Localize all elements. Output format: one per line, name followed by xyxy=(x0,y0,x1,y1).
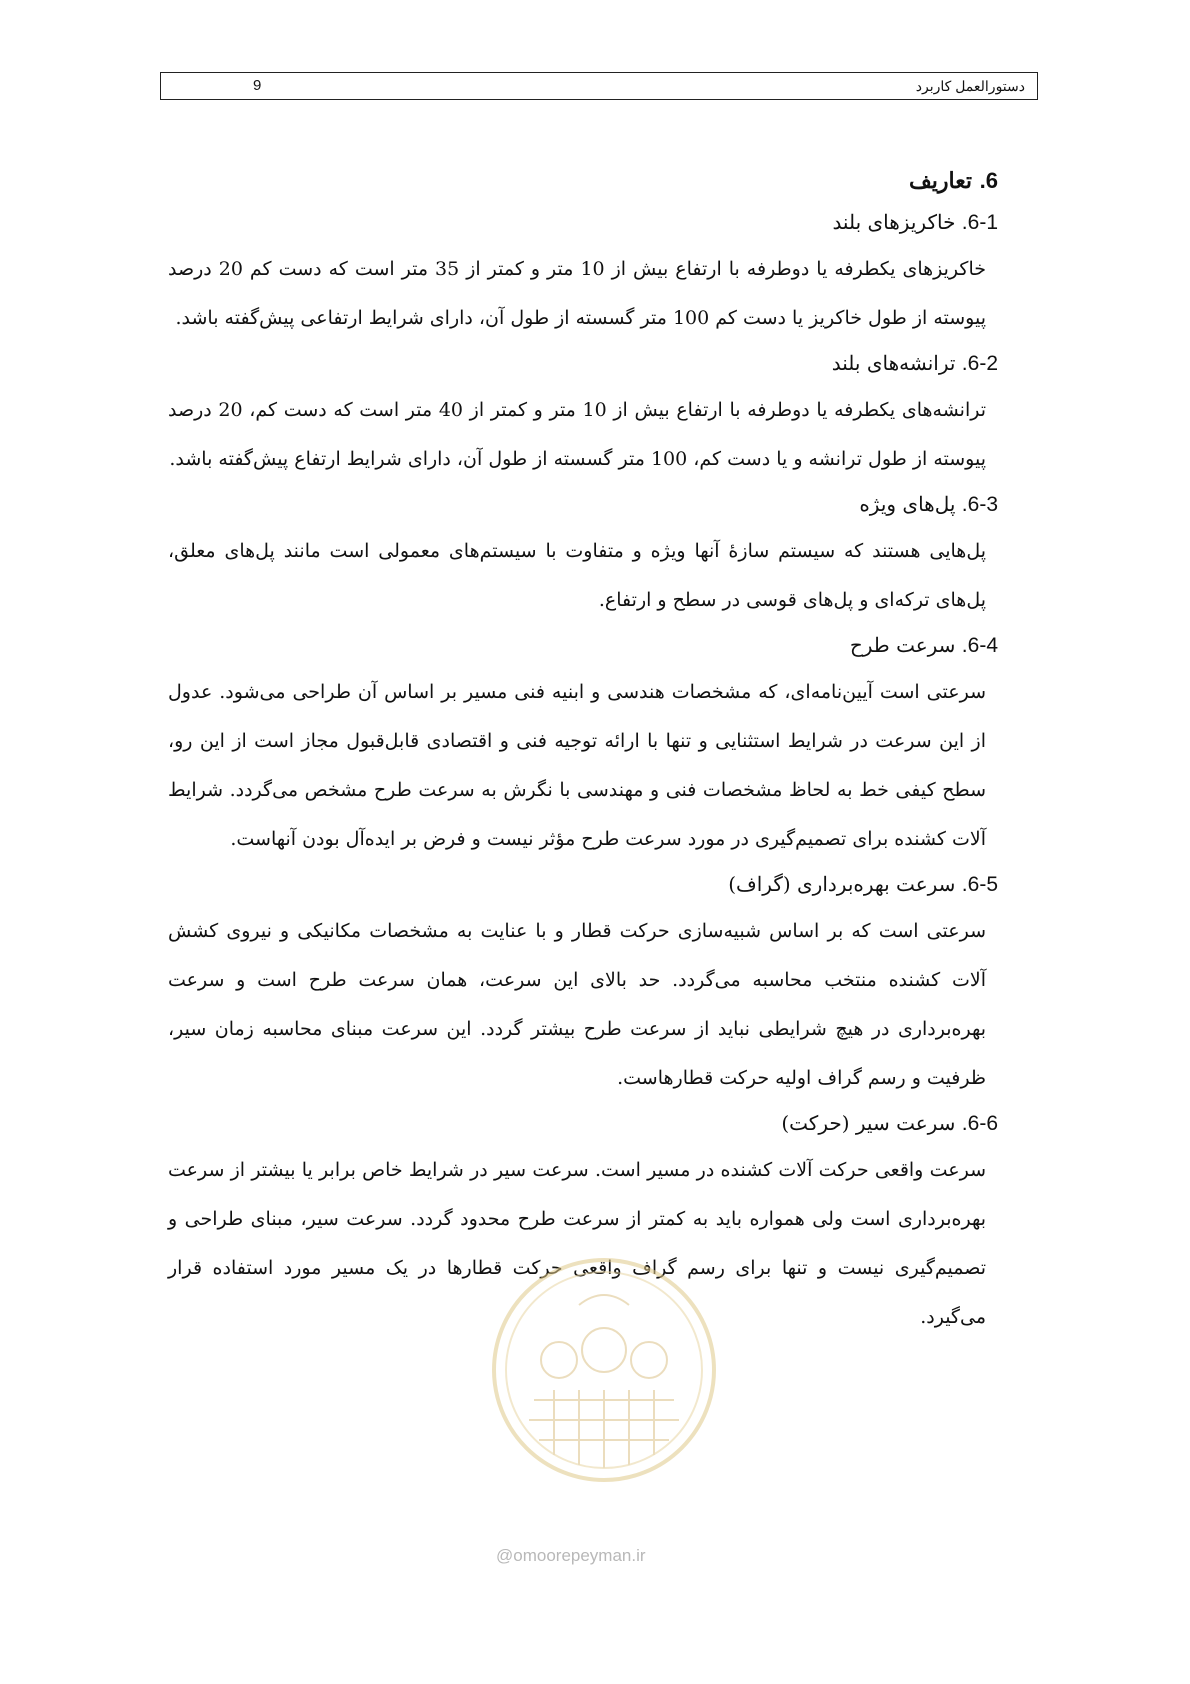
page-number: 9 xyxy=(253,77,262,94)
definition-title: سرعت سیر (حرکت) xyxy=(781,1111,956,1135)
definition-body: ترانشه‌های یکطرفه یا دوطرفه با ارتفاع بیش از 10 متر و کمتر از 40 متر است که دست کم، 20 درصد پیوسته از طول ترانشه و یا دست کم، 100 متر گسسته از طول آن، دارای شرایط ارتفاع پیش‌گفته باشد. xyxy=(168,399,986,470)
definition-body: پل‌هایی هستند که سیستم سازهٔ آنها ویژه و متفاوت با سیستم‌های معمولی است مانند پل‌های معلق، پل‌های ترکه‌ای و پل‌های قوسی در سطح و ارتفاع. xyxy=(168,540,986,611)
definition-heading xyxy=(168,629,998,662)
definition-number: 6-4. xyxy=(961,634,998,657)
definition-6-1 xyxy=(168,206,998,343)
page-header xyxy=(160,72,1038,100)
definition-title: سرعت بهره‌برداری (گراف) xyxy=(728,872,956,896)
section-title xyxy=(168,168,998,194)
definition-heading xyxy=(168,868,998,901)
definition-body: سرعت واقعی حرکت آلات کشنده در مسیر است. سرعت سیر در شرایط خاص برابر یا بیشتر از سرعت بهره‌برداری است ولی همواره باید به کمتر از سرعت طرح محدود گردد. سرعت سیر، مبنای طراحی و تصمیم‌گیری نیست و تنها برای رسم گراف واقعی حرکت قطارها در یک مسیر مورد استفاده قرار می‌گیرد. xyxy=(168,1159,986,1328)
definition-body: خاکریزهای یکطرفه یا دوطرفه با ارتفاع بیش از 10 متر و کمتر از 35 متر است که دست کم 20 درصد پیوسته از طول خاکریز یا دست کم 100 متر گسسته از طول آن، دارای شرایط ارتفاعی پیش‌گفته باشد. xyxy=(168,258,986,329)
definition-number: 6-3. xyxy=(961,493,998,516)
definition-number: 6-5. xyxy=(961,873,998,896)
section-number: 6. xyxy=(979,168,998,193)
definition-heading xyxy=(168,206,998,239)
definition-6-4 xyxy=(168,629,998,864)
definition-body: سرعتی است آیین‌نامه‌ای، که مشخصات هندسی و ابنیه فنی مسیر بر اساس آن طراحی می‌شود. عدول از این سرعت در شرایط استثنایی و تنها با ارائه توجیه فنی و اقتصادی قابل‌قبول مجاز است از این رو، سطح کیفی خط به لحاظ مشخصات فنی و مهندسی با نگرش به سرعت طرح مشخص می‌گردد. شرایط آلات کشنده برای تصمیم‌گیری در مورد سرعت طرح مؤثر نیست و فرض بر ایده‌آل بودن آنهاست. xyxy=(168,681,986,850)
document-title: دستورالعمل کاربرد xyxy=(915,78,1025,94)
definition-title: ترانشه‌های بلند xyxy=(831,351,956,375)
definition-6-5 xyxy=(168,868,998,1103)
definition-number: 6-6. xyxy=(961,1112,998,1135)
definition-body: سرعتی است که بر اساس شبیه‌سازی حرکت قطار و با عنایت به مشخصات مکانیکی و نیروی کشش آلات کشنده منتخب محاسبه می‌گردد. حد بالای این سرعت، همان سرعت طرح است و سرعت بهره‌برداری در هیچ شرایطی نباید از سرعت طرح بیشتر گردد. این سرعت مبنای محاسبه زمان سیر، ظرفیت و رسم گراف اولیه حرکت قطارهاست. xyxy=(168,920,986,1089)
section-title-text: تعاریف xyxy=(908,168,972,194)
definition-title: سرعت طرح xyxy=(849,633,956,657)
definition-heading xyxy=(168,488,998,521)
definition-number: 6-1. xyxy=(961,211,998,234)
definition-6-6 xyxy=(168,1107,998,1342)
main-content xyxy=(168,168,998,1346)
definition-heading xyxy=(168,1107,998,1140)
definition-title: پل‌های ویژه xyxy=(859,492,956,516)
definition-title: خاکریزهای بلند xyxy=(832,210,956,234)
definition-heading xyxy=(168,347,998,380)
definition-6-2 xyxy=(168,347,998,484)
watermark-url: @omoorepeyman.ir xyxy=(496,1546,646,1565)
definition-number: 6-2. xyxy=(961,352,998,375)
definition-6-3 xyxy=(168,488,998,625)
